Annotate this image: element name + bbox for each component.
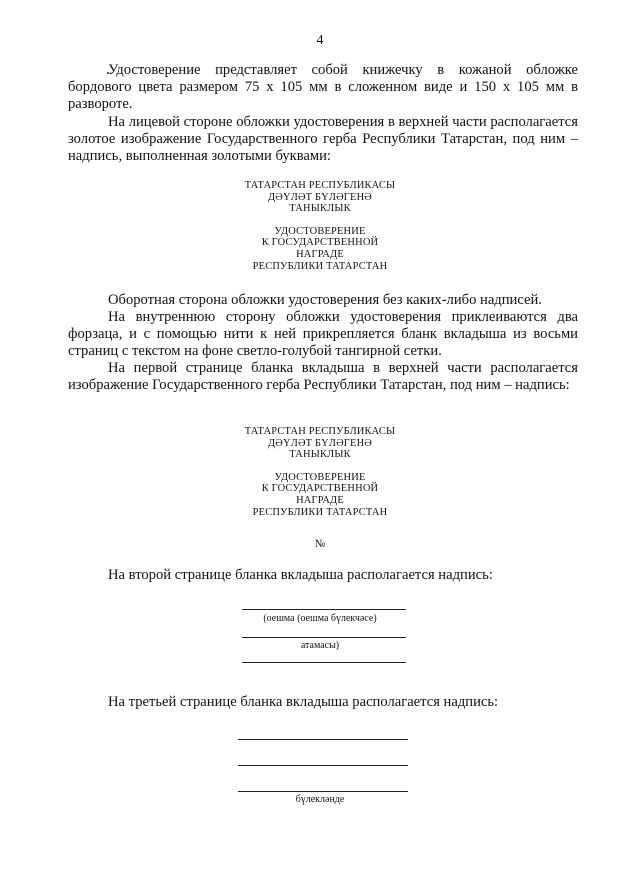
cover-russian-line-1: УДОСТОВЕРЕНИЕ: [274, 225, 366, 237]
number-sign: №: [314, 538, 326, 550]
paragraph-third-page: На третьей странице бланка вкладыша располагается надпись:: [108, 694, 499, 710]
cover-tatar-line-2: ДӘҮЛӘТ БҮЛӘГЕНӘ: [268, 191, 372, 203]
first-page-russian-line-2: К ГОСУДАРСТВЕННОЙ: [261, 483, 379, 495]
first-page-russian-line-1: УДОСТОВЕРЕНИЕ: [274, 471, 366, 483]
blank-line-extra: [242, 662, 406, 663]
cover-tatar-line-3: ТАНЫКЛЫК: [289, 203, 351, 215]
blank-line-name-2: [238, 765, 408, 766]
page-number: 4: [316, 33, 324, 48]
paragraph-inner-side: На внутреннюю сторону обложки удостоверения приклеиваются два форзаца, и с помощью нити к ней прикрепляется бланк вкладыша из восьми страниц с текстом на фоне светло-голубой тангирной сетки.: [68, 309, 578, 360]
paragraph-front-cover: На лицевой стороне обложки удостоверения в верхней части располагается золотое изображение Государственного герба Республики Татарстан, под ним – надпись, выполненная золотыми буквами:: [68, 114, 578, 165]
cover-russian-line-3: НАГРАДЕ: [296, 248, 344, 260]
caption-awarded: бүлекләнде: [295, 794, 345, 805]
first-page-tatar-line-1: ТАТАРСТАН РЕСПУБЛИКАСЫ: [244, 426, 396, 437]
paragraph-second-page: На второй странице бланка вкладыша располагается надпись:: [108, 567, 493, 583]
first-page-russian-line-3: НАГРАДЕ: [296, 494, 344, 506]
caption-org-unit: (оешма (оешма бүлекчәсе): [263, 613, 377, 624]
blank-line-name-1: [238, 739, 408, 740]
paragraph-first-page: На первой странице бланка вкладыша в верхней части располагается изображение Государственного герба Республики Татарстан, под ним – надпись:: [68, 360, 578, 394]
cover-tatar-line-1: ТАТАРСТАН РЕСПУБЛИКАСЫ: [244, 180, 396, 191]
cover-inscription: [0, 180, 640, 272]
first-page-tatar-line-3: ТАНЫКЛЫК: [289, 449, 351, 461]
cover-russian-line-2: К ГОСУДАРСТВЕННОЙ: [261, 237, 379, 249]
cover-russian-line-4: РЕСПУБЛИКИ ТАТАРСТАН: [252, 260, 388, 272]
blank-line-name-3: [238, 791, 408, 792]
blank-line-org-name: [242, 609, 406, 610]
first-page-russian-line-4: РЕСПУБЛИКИ ТАТАРСТАН: [252, 506, 388, 518]
paragraph-back-cover: Оборотная сторона обложки удостоверения без каких-либо надписей.: [108, 292, 542, 308]
blank-line-org-title: [242, 637, 406, 638]
first-page-inscription: [0, 426, 640, 518]
caption-title: атамасы): [300, 640, 340, 651]
first-page-tatar-line-2: ДӘҮЛӘТ БҮЛӘГЕНӘ: [268, 437, 372, 449]
paragraph-certificate-description: Удостоверение представляет собой книжечку в кожаной обложке бордового цвета размером 75 х 105 мм в сложенном виде и 150 х 105 мм в развороте.: [68, 62, 578, 113]
